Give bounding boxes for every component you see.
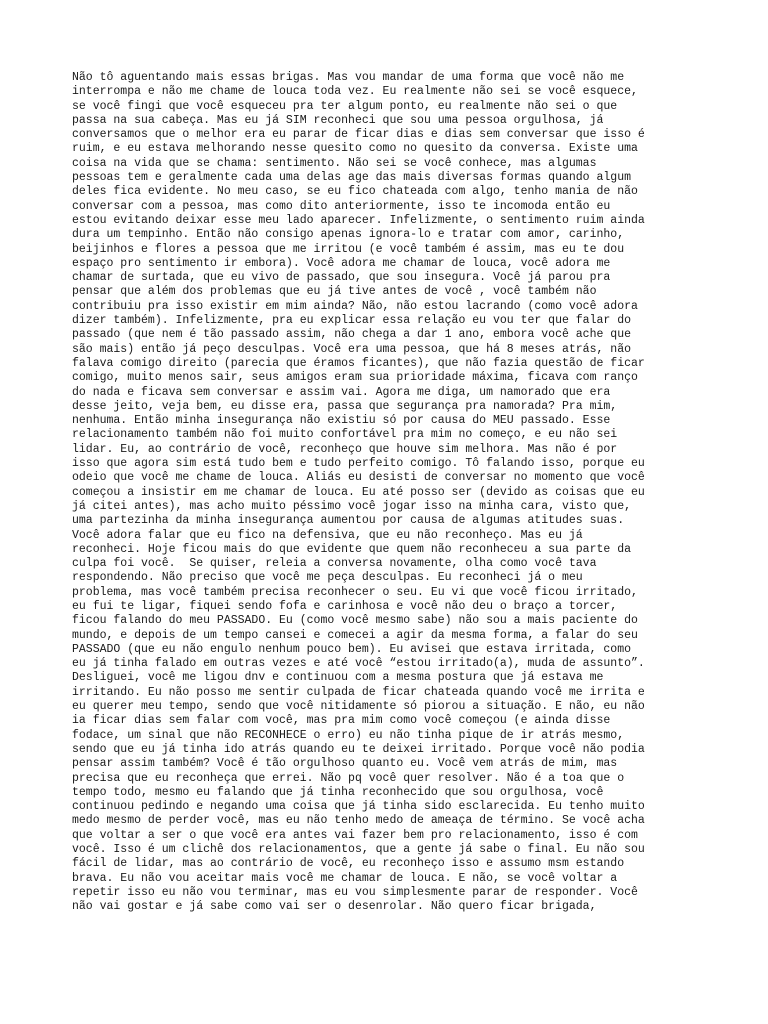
text-line: Desliguei, você me ligou dnv e continuou com a mesma postura que já estava me xyxy=(72,671,604,685)
text-line: brava. Eu não vou aceitar mais você me chamar de louca. E não, se você voltar a xyxy=(72,871,618,885)
text-line: fácil de lidar, mas ao contrário de você, eu reconheço isso e assumo msm estando xyxy=(72,857,625,871)
text-line: uma partezinha da minha insegurança aumentou por causa de algumas atitudes suas. xyxy=(72,514,625,528)
text-line: não vai gostar e já sabe como vai ser o desenrolar. Não quero ficar brigada, xyxy=(72,900,597,914)
text-line: nenhuma. Então minha insegurança não existiu só por causa do MEU passado. Esse xyxy=(72,414,611,428)
text-line: começou a insistir em me chamar de louca. Eu até posso ser (devido as coisas que eu xyxy=(72,485,645,499)
text-line: dizer também). Infelizmente, pra eu explicar essa relação eu vou ter que falar do xyxy=(72,314,631,328)
text-line: ruim, e eu estava melhorando nesse quesito como no quesito da conversa. Existe uma xyxy=(72,142,638,156)
text-line: culpa foi você. Se quiser, releia a conversa novamente, olha como você tava xyxy=(72,557,597,571)
text-line: Você adora falar que eu fico na defensiva, que eu não reconheço. Mas eu já xyxy=(72,528,583,542)
text-line: irritando. Eu não posso me sentir culpada de ficar chateada quando você me irrita e xyxy=(72,685,645,699)
text-line: conversar com a pessoa, mas como dito anteriormente, isso te incomoda então eu xyxy=(72,199,611,213)
text-line: que voltar a ser o que você era antes vai fazer bem pro relacionamento, isso é com xyxy=(72,828,638,842)
text-line: ficou falando do meu PASSADO. Eu (como você mesmo sabe) não sou a mais paciente do xyxy=(72,614,638,628)
text-line: ia ficar dias sem falar com você, mas pra mim como você começou (e ainda disse xyxy=(72,714,611,728)
text-line: estou evitando deixar esse meu lado aparecer. Infelizmente, o sentimento ruim ainda xyxy=(72,213,645,227)
text-line: você. Isso é um clichê dos relacionamentos, que a gente já sabe o final. Eu não sou xyxy=(72,843,645,857)
text-line: lidar. Eu, ao contrário de você, reconheço que houve sim melhora. Mas não é por xyxy=(72,442,618,456)
text-line: continuou pedindo e negando uma coisa que já tinha sido esclarecida. Eu tenho muito xyxy=(72,800,645,814)
text-line: odeio que você me chame de louca. Aliás eu desisti de conversar no momento que você xyxy=(72,471,645,485)
text-line: fodace, um sinal que não RECONHECE o erro) eu não tinha pique de ir atrás mesmo, xyxy=(72,728,625,742)
text-line: pensar assim também? Você é tão orgulhoso quanto eu. Você vem atrás de mim, mas xyxy=(72,757,618,771)
body-text xyxy=(72,71,702,915)
text-line: isso que agora sim está tudo bem e tudo perfeito comigo. Tô falando isso, porque eu xyxy=(72,457,645,471)
text-line: eu querer meu tempo, sendo que você nitidamente só piorou a situação. E não, eu não xyxy=(72,700,645,714)
text-line: reconheci. Hoje ficou mais do que evidente que quem não reconheceu a sua parte da xyxy=(72,542,631,556)
text-line: chamar de surtada, que eu vivo de passado, que sou insegura. Você já parou pra xyxy=(72,271,611,285)
text-line: coisa na vida que se chama: sentimento. Não sei se você conhece, mas algumas xyxy=(72,156,597,170)
text-line: desse jeito, veja bem, eu disse era, passa que segurança pra namorada? Pra mim, xyxy=(72,399,618,413)
text-line: conversamos que o melhor era eu parar de ficar dias e dias sem conversar que isso é xyxy=(72,128,645,142)
text-line: passado (que nem é tão passado assim, não chega a dar 1 ano, embora você ache que xyxy=(72,328,631,342)
text-line: pessoas tem e geralmente cada uma delas age das mais diversas formas quando algum xyxy=(72,171,631,185)
text-line: comigo, muito menos sair, seus amigos eram sua prioridade máxima, ficava com ranço xyxy=(72,371,638,385)
text-line: beijinhos e flores a pessoa que me irritou (e você também é assim, mas eu te dou xyxy=(72,242,625,256)
text-line: se você fingi que você esqueceu pra ter algum ponto, eu realmente não sei o que xyxy=(72,99,618,113)
text-line: problema, mas você também precisa reconhecer o seu. Eu vi que você ficou irritado, xyxy=(72,585,638,599)
text-line: já citei antes), mas acho muito péssimo você jogar isso na minha cara, visto que, xyxy=(72,499,631,513)
document-page xyxy=(72,71,702,915)
text-line: falava comigo direito (parecia que éramos ficantes), que não fazia questão de ficar xyxy=(72,356,645,370)
text-line: do nada e ficava sem conversar e assim vai. Agora me diga, um namorado que era xyxy=(72,385,611,399)
text-line: respondendo. Não preciso que você me peça desculpas. Eu reconheci já o meu xyxy=(72,571,583,585)
text-line: deles fica evidente. No meu caso, se eu fico chateada com algo, tenho mania de não xyxy=(72,185,638,199)
text-line: tempo todo, mesmo eu falando que já tinha reconhecido que sou orgulhosa, você xyxy=(72,785,604,799)
text-line: pensar que além dos problemas que eu já tive antes de você , você também não xyxy=(72,285,597,299)
text-line: medo mesmo de perder você, mas eu não tenho medo de ameaça de término. Se você acha xyxy=(72,814,645,828)
text-line: mundo, e depois de um tempo cansei e comecei a agir da mesma forma, a falar do seu xyxy=(72,628,638,642)
text-line: precisa que eu reconheça que errei. Não pq você quer resolver. Não é a toa que o xyxy=(72,771,625,785)
text-line: PASSADO (que eu não engulo nenhum pouco bem). Eu avisei que estava irritada, como xyxy=(72,642,631,656)
text-line: Não tô aguentando mais essas brigas. Mas vou mandar de uma forma que você não me xyxy=(72,71,625,84)
text-line: passa na sua cabeça. Mas eu já SIM reconheci que sou uma pessoa orgulhosa, já xyxy=(72,113,604,127)
text-line: relacionamento também não foi muito confortável pra mim no começo, e eu não sei xyxy=(72,428,618,442)
text-line: espaço pro sentimento ir embora). Você adora me chamar de louca, você adora me xyxy=(72,256,611,270)
text-line: interrompa e não me chame de louca toda vez. Eu realmente não sei se você esquece, xyxy=(72,85,638,99)
text-line: eu fui te ligar, fiquei sendo fofa e carinhosa e você não deu o braço a torcer, xyxy=(72,599,618,613)
text-line: contribuiu pra isso existir em mim ainda? Não, não estou lacrando (como você adora xyxy=(72,299,638,313)
text-line: são mais) então já peço desculpas. Você era uma pessoa, que há 8 meses atrás, não xyxy=(72,342,631,356)
text-line: eu já tinha falado em outras vezes e até você “estou irritado(a), muda de assunto”. xyxy=(72,657,645,671)
text-line: dura um tempinho. Então não consigo apenas ignora-lo e tratar com amor, carinho, xyxy=(72,228,625,242)
text-line: repetir isso eu não vou terminar, mas eu vou simplesmente parar de responder. Você xyxy=(72,885,638,899)
text-line: sendo que eu já tinha ido atrás quando eu te deixei irritado. Porque você não podia xyxy=(72,742,645,756)
